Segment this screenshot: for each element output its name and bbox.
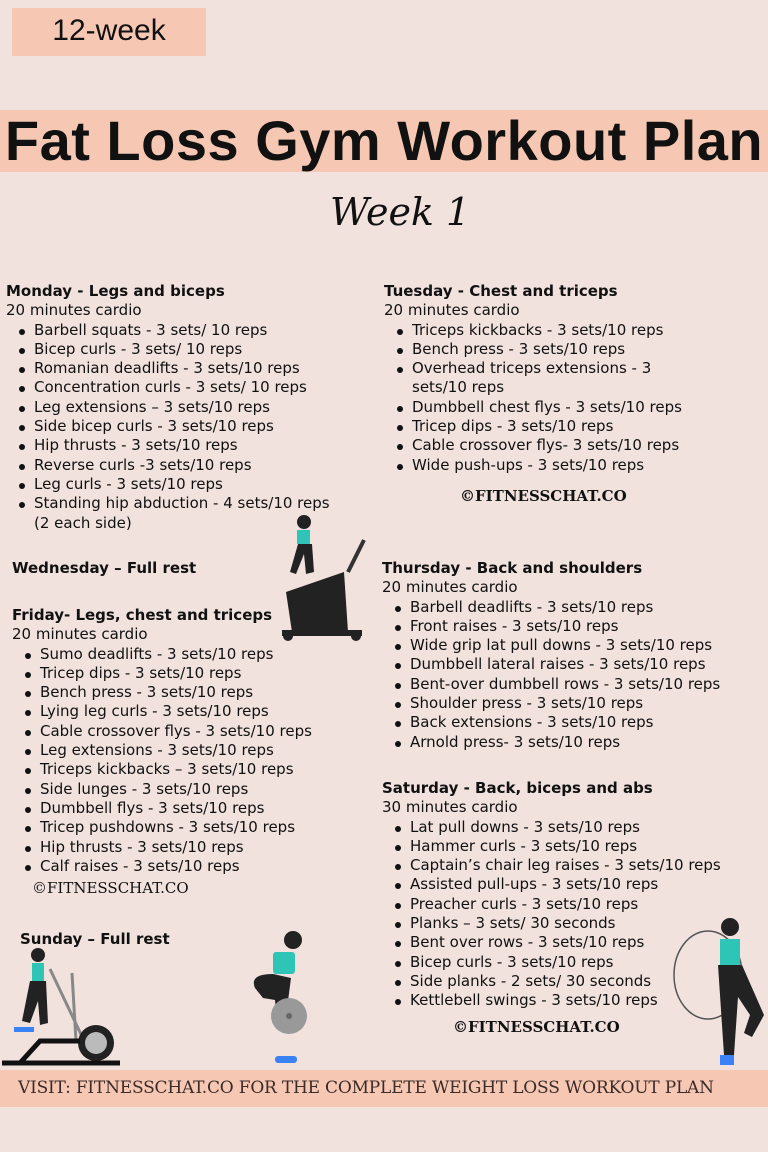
copyright-left: ©FITNESSCHAT.CO bbox=[32, 879, 189, 897]
exercise-item: Arnold press- 3 sets/10 reps bbox=[410, 733, 720, 752]
exercise-item: Hammer curls - 3 sets/10 reps bbox=[410, 837, 721, 856]
exercise-item: Concentration curls - 3 sets/ 10 reps bbox=[34, 378, 336, 397]
exercise-item: Cable crossover flys- 3 sets/10 reps bbox=[412, 436, 704, 455]
exercise-item: Cable crossover flys - 3 sets/10 reps bbox=[40, 721, 312, 740]
page-title: Fat Loss Gym Workout Plan bbox=[4, 109, 764, 172]
exercise-item: Tricep pushdowns - 3 sets/10 reps bbox=[40, 818, 312, 837]
cardio-text: 30 minutes cardio bbox=[382, 798, 518, 817]
day-title: Tuesday - Chest and triceps bbox=[384, 282, 618, 300]
exercise-item: Front raises - 3 sets/10 reps bbox=[410, 617, 720, 636]
exercise-item: Calf raises - 3 sets/10 reps bbox=[40, 857, 312, 876]
exercise-item: Side planks - 2 sets/ 30 seconds bbox=[410, 972, 721, 991]
copyright-saturday: ©FITNESSCHAT.CO bbox=[453, 1018, 620, 1036]
cardio-text: 20 minutes cardio bbox=[6, 301, 142, 320]
exercise-item: Assisted pull-ups - 3 sets/10 reps bbox=[410, 875, 721, 894]
exercise-item: Tricep dips - 3 sets/10 reps bbox=[40, 664, 312, 683]
friday-section bbox=[12, 606, 312, 876]
exercise-item: Bicep curls - 3 sets/ 10 reps bbox=[34, 340, 336, 359]
exercise-item: Barbell deadlifts - 3 sets/10 reps bbox=[410, 598, 720, 617]
exercise-item: Dumbbell chest flys - 3 sets/10 reps bbox=[412, 398, 704, 417]
exercise-item: Wide grip lat pull downs - 3 sets/10 reps bbox=[410, 636, 720, 655]
day-title: Thursday - Back and shoulders bbox=[382, 559, 643, 577]
exercise-item: Triceps kickbacks – 3 sets/10 reps bbox=[40, 760, 312, 779]
stair-climber-woman-illustration bbox=[278, 512, 370, 644]
cardio-text: 20 minutes cardio bbox=[382, 578, 518, 597]
cardio-text: 20 minutes cardio bbox=[384, 301, 520, 320]
elliptical-woman-illustration bbox=[0, 945, 125, 1070]
exercise-item: Leg extensions – 3 sets/10 reps bbox=[34, 398, 336, 417]
monday-section bbox=[6, 282, 336, 533]
tuesday-section bbox=[384, 282, 704, 475]
exercise-item: Standing hip abduction - 4 sets/10 reps (2 each side) bbox=[34, 494, 336, 533]
exercise-item: Preacher curls - 3 sets/10 reps bbox=[410, 895, 721, 914]
exercise-item: Overhead triceps extensions - 3 sets/10 reps bbox=[412, 359, 704, 398]
sunday-rest: Sunday – Full rest bbox=[20, 930, 170, 948]
exercise-item: Back extensions - 3 sets/10 reps bbox=[410, 713, 720, 732]
exercise-list bbox=[6, 321, 336, 533]
exercise-item: Lat pull downs - 3 sets/10 reps bbox=[410, 818, 721, 837]
exercise-item: Bent over rows - 3 sets/10 reps bbox=[410, 933, 721, 952]
exercise-item: Dumbbell lateral raises - 3 sets/10 reps bbox=[410, 655, 720, 674]
copyright-tuesday: ©FITNESSCHAT.CO bbox=[460, 487, 627, 505]
exercise-item: Leg curls - 3 sets/10 reps bbox=[34, 475, 336, 494]
exercise-item: Side lunges - 3 sets/10 reps bbox=[40, 780, 312, 799]
exercise-item: Dumbbell flys - 3 sets/10 reps bbox=[40, 799, 312, 818]
exercise-item: Planks – 3 sets/ 30 seconds bbox=[410, 914, 721, 933]
exercise-item: Bent-over dumbbell rows - 3 sets/10 reps bbox=[410, 674, 721, 693]
exercise-item: Triceps kickbacks - 3 sets/10 reps bbox=[412, 321, 704, 340]
exercise-item: Romanian deadlifts - 3 sets/10 reps bbox=[34, 359, 336, 378]
cardio-text: 20 minutes cardio bbox=[12, 625, 148, 644]
footer-banner: VISIT: FITNESSCHAT.CO FOR THE COMPLETE WEIGHT LOSS WORKOUT PLAN bbox=[0, 1070, 768, 1107]
exercise-list bbox=[384, 321, 704, 475]
deadlift-woman-illustration bbox=[245, 928, 315, 1064]
exercise-list bbox=[382, 598, 720, 752]
exercise-item: Sumo deadlifts - 3 sets/10 reps bbox=[40, 645, 312, 664]
exercise-item: Reverse curls -3 sets/10 reps bbox=[34, 456, 336, 475]
day-title: Friday- Legs, chest and triceps bbox=[12, 606, 273, 624]
day-title: Saturday - Back, biceps and abs bbox=[382, 779, 653, 797]
thursday-section bbox=[382, 559, 720, 752]
exercise-item: Shoulder press - 3 sets/10 reps bbox=[410, 694, 720, 713]
exercise-item: Tricep dips - 3 sets/10 reps bbox=[412, 417, 704, 436]
exercise-item: Lying leg curls - 3 sets/10 reps bbox=[40, 702, 312, 721]
exercise-list bbox=[12, 645, 312, 877]
exercise-item: Bicep curls - 3 sets/10 reps bbox=[410, 953, 721, 972]
duration-badge: 12-week bbox=[12, 8, 206, 56]
exercise-item: Bench press - 3 sets/10 reps bbox=[40, 683, 312, 702]
exercise-item: Captain’s chair leg raises - 3 sets/10 reps bbox=[410, 856, 721, 875]
exercise-item: Kettlebell swings - 3 sets/10 reps bbox=[410, 991, 721, 1010]
exercise-item: Hip thrusts - 3 sets/10 reps bbox=[34, 436, 336, 455]
week-subtitle: Week 1 bbox=[330, 190, 471, 234]
exercise-item: Barbell squats - 3 sets/ 10 reps bbox=[34, 321, 336, 340]
wednesday-rest: Wednesday – Full rest bbox=[12, 559, 197, 577]
day-title: Monday - Legs and biceps bbox=[6, 282, 225, 300]
exercise-item: Hip thrusts - 3 sets/10 reps bbox=[40, 838, 312, 857]
jump-rope-woman-illustration bbox=[668, 915, 768, 1075]
exercise-item: Wide push-ups - 3 sets/10 reps bbox=[412, 456, 704, 475]
exercise-item: Bench press - 3 sets/10 reps bbox=[412, 340, 704, 359]
exercise-item: Leg extensions - 3 sets/10 reps bbox=[40, 741, 312, 760]
exercise-item: Side bicep curls - 3 sets/10 reps bbox=[34, 417, 336, 436]
